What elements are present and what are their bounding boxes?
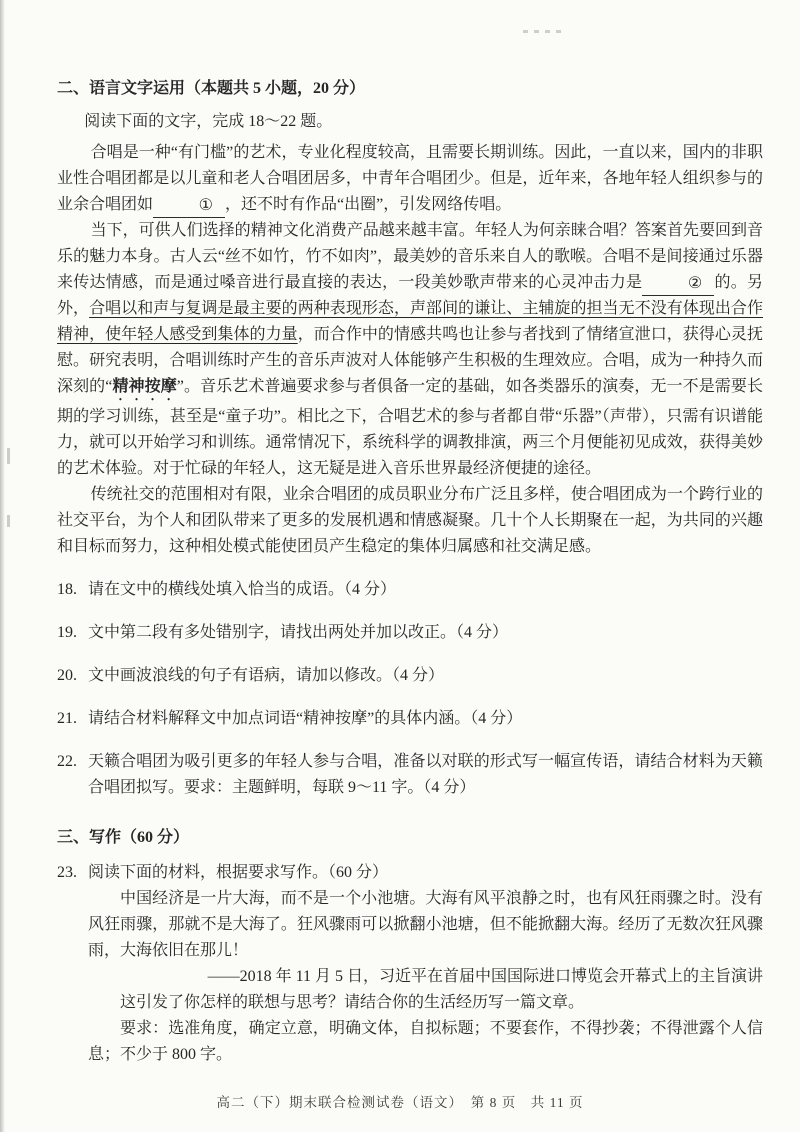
- fill-in-blank-1: ①: [153, 196, 225, 218]
- question-list: [57, 577, 763, 801]
- essay-prompt: 这引发了你怎样的联想与思考？请结合你的生活经历写一篇文章。: [120, 994, 585, 1011]
- section-three-heading: 三、写作（60 分）: [57, 829, 190, 846]
- essay-material: 中国经济是一片大海，而不是一个小池塘。大海有风平浪静之时，也有风狂雨骤之时。没有风狂雨骤，那就不是大海了。狂风骤雨可以掀翻小池塘，但不能掀翻大海。经历了无数次狂风骤雨，大海依旧在那儿！: [88, 890, 763, 959]
- question-18: [57, 577, 763, 603]
- passage-text-2a: 当下，可供人们选择的精神文化消费产品越来越丰富。年轻人为何亲睐合唱？答案首先要回到音乐的魅力本身。古人云“丝不如竹，竹不如肉”，最美妙的音乐来自人的歌喉。合唱不是间接通过乐器来传达情感，而是通过嗓音进行最直接的表达，一段美妙歌声带来的心灵冲击力是: [57, 222, 763, 291]
- question-19-text: 文中第二段有多处错别字，请找出两处并加以改正。（4 分）: [88, 624, 509, 641]
- page-content: [57, 76, 763, 1068]
- passage-paragraph-2: [57, 218, 763, 482]
- reading-instruction: 阅读下面的文字，完成 18～22 题。: [84, 113, 333, 130]
- question-21-number: 21.: [57, 710, 77, 727]
- scan-noise-mark: [7, 448, 10, 464]
- question-23-text: 阅读下面的材料，根据要求写作。（60 分）: [88, 864, 389, 881]
- passage-text-2c: ，而合作中的情感共鸣也让参与者找到了情绪宣泄口，获得心灵抚慰。研究表明，合唱训练时产生的音乐声波对人体能够产生积极的生理效应。合唱，成为一种持久而深刻的“: [57, 326, 763, 395]
- passage-text-2d: ”。音乐艺术普遍要求参与者俱备一定的基础，如各类器乐的演奏，无一不是需要长期的学习训练，甚至是“童子功”。相比之下，合唱艺术的参与者都自带“乐器”（声带），只需有识谱能力，就可以开始学习和训练。通常情况下，系统科学的调教排演，两三个月便能初见成效，获得美妙的艺术体验。对于忙碌的年轻人，这无疑是进入音乐世界最经济便捷的途径。: [57, 378, 763, 477]
- dotted-emphasis-term: 精神按摩: [112, 378, 177, 395]
- passage-text-1b: ，还不时有作品“出圈”，引发网络传唱。: [225, 196, 512, 213]
- question-22-text: 天籁合唱团为吸引更多的年轻人参与合唱，准备以对联的形式写一幅宣传语，请结合材料为天籁合唱团拟写。要求：主题鲜明，每联 9～11 字。（4 分）: [88, 753, 763, 796]
- question-18-number: 18.: [57, 581, 77, 598]
- question-22-number: 22.: [57, 753, 77, 770]
- passage-text-1a: 合唱是一种“有门槛”的艺术，专业化程度较高，且需要长期训练。因此，一直以来，国内的非职业性合唱团都是以儿童和老人合唱团居多，中青年合唱团少。但是，近年来，各地年轻人组织参与的业余合唱团如: [57, 144, 763, 213]
- essay-requirements: 要求：选准角度，确定立意，明确文体，自拟标题；不要套作，不得抄袭；不得泄露个人信息；不少于 800 字。: [88, 1020, 763, 1063]
- page-footer: 高二（下）期末联合检测试卷（语文） 第 8 页 共 11 页: [216, 1095, 584, 1110]
- question-18-text: 请在文中的横线处填入恰当的成语。（4 分）: [88, 581, 397, 598]
- scan-edge-artifact: [0, 0, 5, 1132]
- question-20-text: 文中画波浪线的句子有语病，请加以修改。（4 分）: [88, 667, 445, 684]
- question-20-number: 20.: [57, 667, 77, 684]
- question-23-number: 23.: [57, 864, 77, 881]
- essay-material-block: [88, 886, 763, 1068]
- section-two-heading: 二、语言文字运用（本题共 5 小题，20 分）: [57, 80, 366, 97]
- passage-text-2b: 的。另外，: [57, 274, 763, 317]
- question-21-text: 请结合材料解释文中加点词语“精神按摩”的具体内涵。（4 分）: [88, 710, 523, 727]
- question-19: [57, 620, 763, 646]
- question-21: [57, 706, 763, 732]
- question-20: [57, 663, 763, 689]
- question-23: [57, 860, 763, 886]
- passage-paragraph-1: [57, 140, 763, 218]
- passage-paragraph-3: 传统社交的范围相对有限，业余合唱团的成员职业分布广泛且多样，使合唱团成为一个跨行业的社交平台，为个人和团队带来了更多的发展机遇和情感凝聚。几十个人长期聚在一起，为共同的兴趣和目标而努力，这种相处模式能使团员产生稳定的集体归属感和社交满足感。: [57, 486, 763, 555]
- scan-noise-dots: [523, 30, 565, 33]
- question-19-number: 19.: [57, 624, 77, 641]
- question-22: [57, 749, 763, 801]
- wavy-underlined-sentence: 合唱以和声与复调是最主要的两种表现形态，声部间的谦让、主辅旋的担当无不没有体现出合作精神，使年轻人感受到集体的力量: [57, 300, 763, 343]
- fill-in-blank-2: ②: [642, 274, 714, 296]
- scan-noise-mark: [7, 515, 10, 527]
- material-attribution: ——2018 年 11 月 5 日，习近平在首届中国国际进口博览会开幕式上的主旨演讲: [207, 968, 763, 985]
